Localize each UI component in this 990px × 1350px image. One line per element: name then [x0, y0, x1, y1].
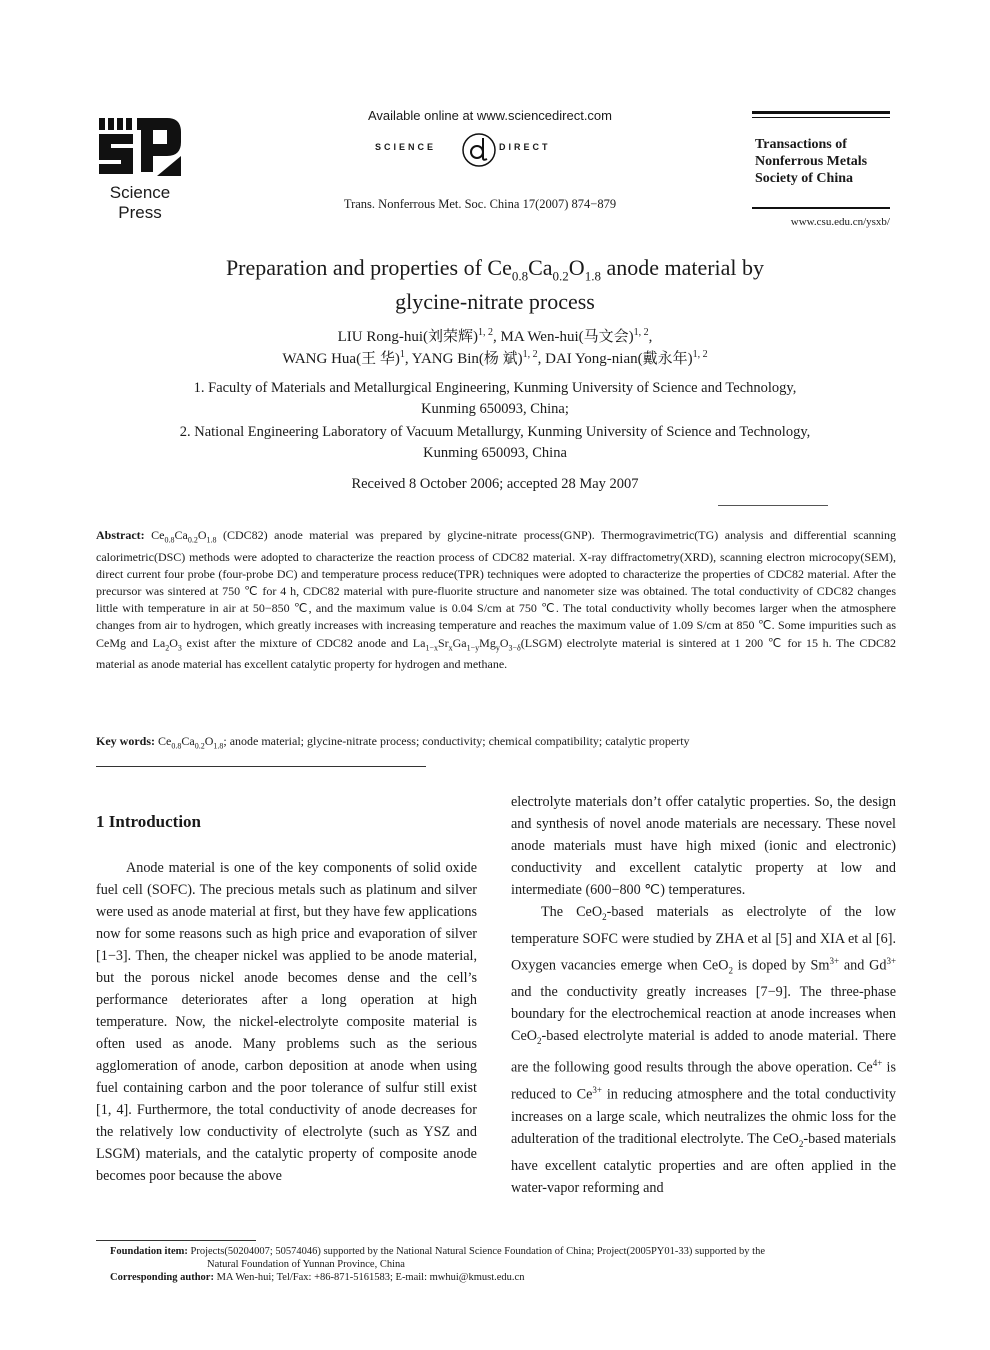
footnote-rule [96, 1240, 256, 1241]
foundation-note: Foundation item: Projects(50204007; 50574046) supported by the National Natural Science Foundation of China; Project(2005PY01-33) supported by the [110, 1246, 766, 1257]
author-line: LIU Rong-hui(刘荣辉)$^{1, 2}$, MA Wen-hui(马文会)$^{1, 2}$, [337, 327, 653, 345]
journal-title: Transactions of Nonferrous Metals Society of China [755, 137, 868, 186]
affiliation: 1. Faculty of Materials and Metallurgical Engineering, Kunming University of Science and Technology, Kunming 650093, China; [193, 380, 797, 417]
corresponding-author: Corresponding author: MA Wen-hui; Tel/Fax: +86-871-5161583; E-mail: mwhui@kmust.edu.cn [110, 1272, 525, 1283]
sciencedirect-right: DIRECT [499, 142, 551, 152]
journal-url-link[interactable]: www.csu.edu.cn/ysxb/ [790, 216, 890, 228]
divider [96, 766, 426, 767]
author-line: WANG Hua(王 华)$^1$, YANG Bin(杨 斌)$^{1, 2}$, DAI Yong-nian(戴永年)$^{1, 2}$ [282, 349, 708, 367]
journal-rule [752, 207, 890, 209]
available-online-link[interactable]: Available online at www.sciencedirect.com [368, 108, 612, 123]
divider [718, 505, 828, 506]
journal-rule [752, 117, 890, 118]
footnotes [110, 1245, 900, 1284]
paragraph: The CeO$_2$-based materials as electrolyte of the low temperature SOFC were studied by ZHA et al [5] and XIA et al [6]. Oxygen vacancies emerge when CeO$_2$ is doped by $Sm^{3+}$ and $Gd^{3+}$ and the conductivity greatly increases [7−9]. The three-phase boundary for the electrochemical reaction at anode increases when CeO$_2$-based electrolyte material is added to anode material. There are the following good results through the above operation. $Ce^{4+}$ is reduced to $Ce^{3+}$ in reducing atmosphere and the total conductivity increases on a large scale, which neutralizes the ohmic loss for the adulteration of the traditional electrolyte. The CeO$_2$-based materials have excellent catalytic properties and are often applied in the water-vapor reforming and [511, 904, 897, 1196]
abstract-label: Abstract: [96, 528, 145, 542]
foundation-note-cont: Natural Foundation of Yunnan Province, China [207, 1259, 405, 1270]
abstract: Abstract: $Ce_{0.8}Ca_{0.2}O_{1.8}$ (CDC82) anode material was prepared by glycine-nitrate process(GNP). Thermogravimetric(TG) analysis and differential scanning calorimetric(DSC) methods were adopted to characterize the reaction process of CDC82 material. X-ray diffractometry(XRD), scanning electron microcopy(SEM), direct current four probe (four-probe DC) and temperature process reduce(TPR) techniques were adopted to characterize the properties of CDC82 material. After the precursor was sintered at 750 ℃ for 4 h, CDC82 material with pure-fluorite structure and nanometer size was obtained. The total conductivity of CDC82 changes little with temperature in air at 50−850 ℃, and the maximum value is 0.04 S/cm at 750 ℃. The total conductivity wholly becomes larger when the atmosphere changes from air to hydrogen, which greatly increases with increasing temperature and reaches the maximum value of 1.09 S/cm at 850 ℃. Some impurities such as CeMg and $La_2O_3$ exist after the mixture of CDC82 anode and $La_{1-x}Sr_xGa_{1-y}Mg_yO_{3-\delta}(LSGM)$ electrolyte material is sintered at 1 200 ℃ for 15 h. The CDC82 material as anode material has excellent catalytic property for hydrogen and methane. [96, 528, 897, 672]
sciencedirect-logo [375, 132, 580, 168]
paragraph: electrolyte materials don’t offer catalytic properties. So, the design and synthesis of novel anode materials are necessary. These novel anode materials must have high mixed (ionic and electronic) conductivity and excellent catalytic property at low and intermediate (600−800 ℃) temperatures. [511, 794, 896, 898]
at-sign-icon [461, 132, 497, 168]
sciencedirect-left: SCIENCE [375, 142, 437, 152]
paper-title: Preparation and properties of $Ce_{0.8}Ca_{0.2}O_{1.8}$ anode material by glycine-nitrate process [225, 255, 765, 315]
section-heading: 1 Introduction [96, 812, 202, 831]
left-column [96, 857, 477, 1187]
paragraph: Anode material is one of the key components of solid oxide fuel cell (SOFC). The precious metals such as platinum and silver were used as anode material at first, but they have few applications now for some reasons such as high price and evaporation of silver [1−3]. Then, the cheaper nickel was applied to be anode material, but the porous nickel anode becomes dense and the cell’s performance deteriorates after a long operation at high temperature. Now, the nickel-electrolyte composite material is often used as anode. Many problems such as the serious agglomeration of anode, carbon deposition at anode when using fuel containing carbon and the poor tolerance of sulfur still exist [1, 4]. Furthermore, the total conductivity of anode decreases for the relatively low conductivity of electrolyte (such as YSZ and LSGM) materials, and the catalytic property of composite anode becomes poor because the above [96, 860, 477, 1184]
right-column [511, 791, 896, 1199]
citation-line: Trans. Nonferrous Met. Soc. China 17(2007) 874−879 [343, 197, 617, 211]
journal-rule [752, 111, 890, 114]
keywords-label: Key words: [96, 734, 155, 748]
keywords: Key words: $Ce_{0.8}Ca_{0.2}O_{1.8}$; anode material; glycine-nitrate process; conductivity; chemical compatibility; catalytic property [96, 734, 690, 751]
affiliation: 2. National Engineering Laboratory of Vacuum Metallurgy, Kunming University of Science and Technology, Kunming 650093, China [179, 424, 811, 461]
publisher-name: Science Press [109, 183, 171, 222]
received-dates: Received 8 October 2006; accepted 28 May 2007 [351, 476, 639, 492]
